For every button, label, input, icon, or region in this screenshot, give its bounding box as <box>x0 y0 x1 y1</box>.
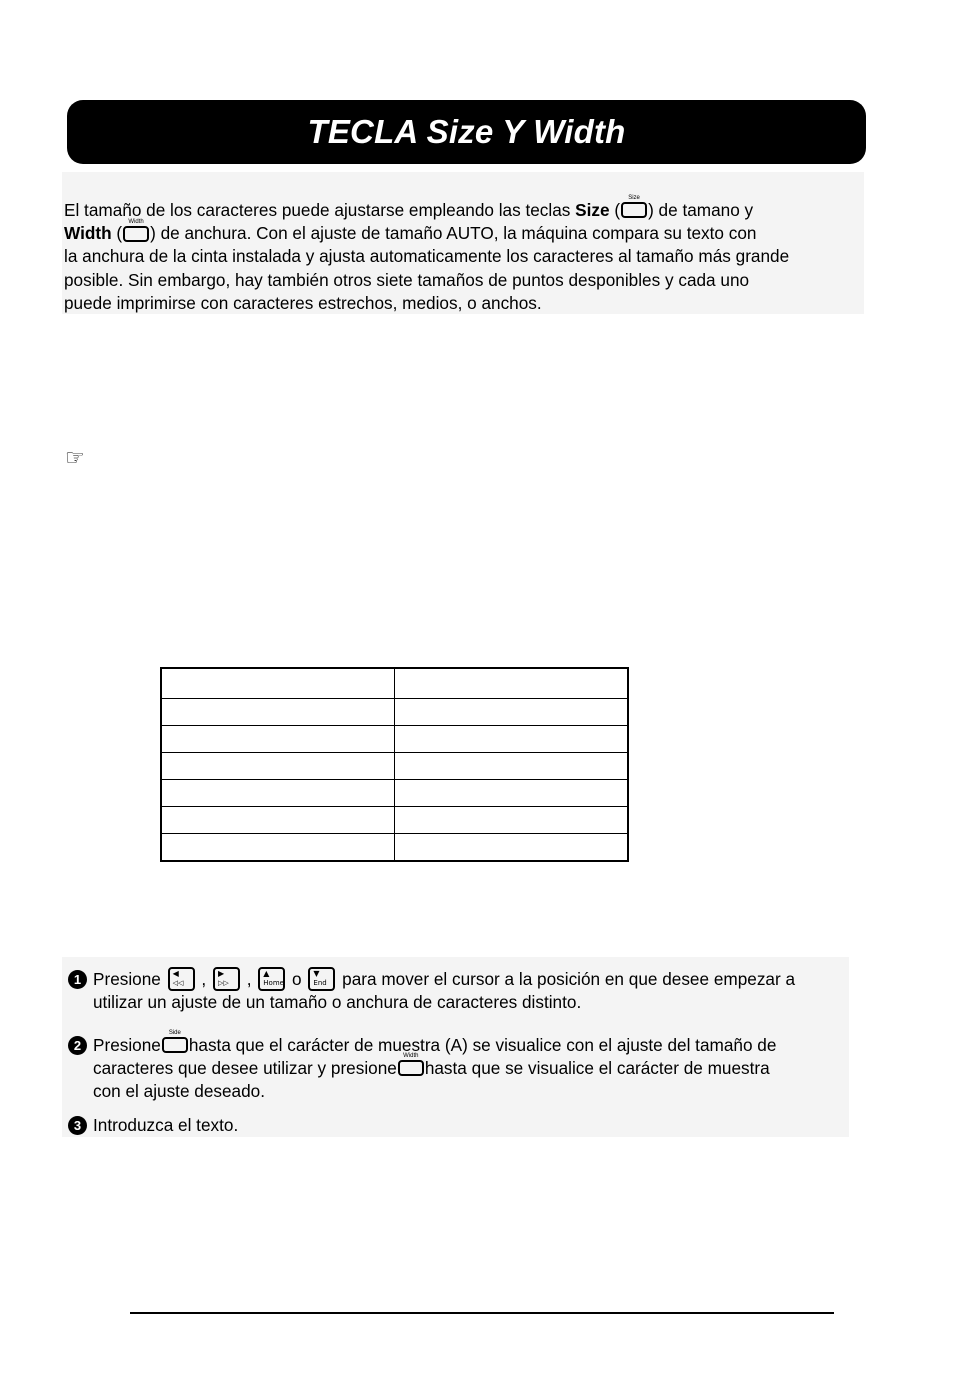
step-number-1: 1 <box>68 970 87 989</box>
intro-paragraph <box>64 195 864 315</box>
size-key-icon <box>621 195 647 218</box>
key-glyph: ◁◁ <box>172 979 184 987</box>
width-key-icon <box>398 1053 424 1076</box>
step-number-2: 2 <box>68 1036 87 1055</box>
table-row <box>161 780 628 807</box>
step-text: Presione <box>93 969 166 989</box>
step-3 <box>68 1114 238 1137</box>
key-glyph: ▲ <box>263 969 270 978</box>
width-key-icon <box>123 218 149 242</box>
title-banner <box>67 100 866 164</box>
table-row <box>161 668 628 699</box>
step-text: , <box>196 969 211 989</box>
table-cell <box>161 834 395 862</box>
step-text: Introduzca el texto. <box>93 1115 239 1135</box>
step-text: , <box>241 969 257 989</box>
bottom-divider <box>130 1312 834 1314</box>
table-cell <box>395 699 629 726</box>
right-arrow-key-icon <box>213 967 240 991</box>
table-row <box>161 753 628 780</box>
intro-line: la anchura de la cinta instalada y ajusta automaticamente los caracteres al tamaño más grande <box>64 246 790 267</box>
step-number-3: 3 <box>68 1116 87 1135</box>
key-glyph: ▼ <box>313 969 320 978</box>
table-cell <box>161 807 395 834</box>
table-cell <box>161 699 395 726</box>
step-text <box>68 1053 776 1080</box>
key-glyph: ◀ <box>172 969 179 978</box>
intro-line: posible. Sin embargo, hay también otros siete tamaños de puntos desponibles y cada uno <box>64 269 750 290</box>
intro-text: ) de anchura. Con el ajuste de tamaño AUTO, la máquina compara su texto con <box>150 223 757 244</box>
step-text: con el ajuste deseado. <box>93 1081 266 1101</box>
table-cell <box>395 780 629 807</box>
step-1 <box>68 967 795 1014</box>
key-glyph: Home <box>263 979 284 987</box>
step-text: hasta que se visualice el carácter de muestra <box>424 1058 770 1078</box>
table-cell <box>161 780 395 807</box>
size-key-icon <box>162 1030 188 1053</box>
intro-text: ) de tamano y <box>648 200 754 220</box>
step-text: utilizar un ajuste de un tamaño o anchura de caracteres distinto. <box>93 992 582 1012</box>
table-cell <box>395 807 629 834</box>
left-arrow-key-icon <box>168 967 195 991</box>
table-row <box>161 726 628 753</box>
key-glyph: End <box>313 979 327 987</box>
intro-block <box>62 172 864 314</box>
size-key-caption: Size <box>628 195 640 202</box>
table-row <box>161 807 628 834</box>
size-table <box>160 667 629 862</box>
step-text: para mover el cursor a la posición en que desee empezar a <box>337 969 796 989</box>
down-end-key-icon <box>308 967 335 991</box>
key-glyph: ▶ <box>217 969 225 978</box>
width-word: Width <box>64 223 112 244</box>
table-cell <box>161 753 395 780</box>
table-cell <box>395 753 629 780</box>
table-row <box>161 834 628 862</box>
table-cell <box>395 668 629 699</box>
step-text: Presione <box>93 1035 161 1055</box>
intro-text: ( <box>609 200 621 220</box>
page-title: TECLA Size Y Width <box>307 113 626 150</box>
table-cell <box>395 834 629 862</box>
steps-block <box>62 957 849 1137</box>
table-row <box>161 699 628 726</box>
step-text: hasta que el carácter de muestra (A) se visualice con el ajuste del tamaño de <box>188 1035 777 1055</box>
width-key-caption: Width <box>403 1053 419 1060</box>
key-glyph: ▷▷ <box>217 979 229 987</box>
intro-text: ( <box>111 223 123 244</box>
table-cell <box>395 726 629 753</box>
step-text: o <box>287 969 307 989</box>
size-word: Size <box>575 200 610 220</box>
step-2 <box>68 1030 777 1103</box>
table-cell <box>161 726 395 753</box>
size-key-caption: Side <box>168 1030 181 1037</box>
up-home-key-icon <box>258 967 285 991</box>
step-text: caracteres que desee utilizar y presione <box>93 1058 397 1078</box>
pointing-hand-icon: ☞ <box>65 446 85 471</box>
intro-text: El tamaño de los caracteres puede ajustarse empleando las teclas <box>64 200 576 220</box>
width-key-caption: Width <box>128 218 144 225</box>
intro-line: puede imprimirse con caracteres estrechos, medios, o anchos. <box>64 292 542 313</box>
table-cell <box>161 668 395 699</box>
